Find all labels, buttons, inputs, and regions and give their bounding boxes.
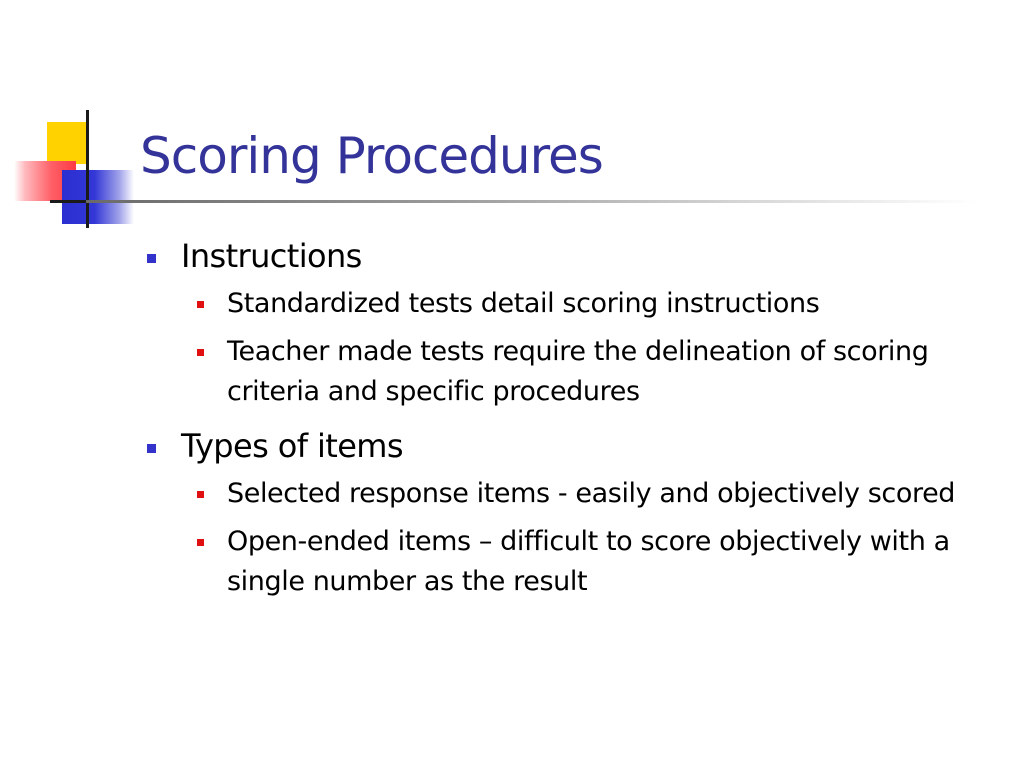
section-bullet-types-of-items <box>145 424 975 468</box>
red-square-bullet-icon <box>197 349 204 356</box>
decorative-blue-gradient-bar <box>62 170 134 224</box>
decorative-yellow-square <box>47 122 89 164</box>
blue-square-bullet-icon <box>147 254 156 263</box>
sub-bullet-text: Teacher made tests require the delineation of scoring criteria and specific procedures <box>227 336 929 407</box>
red-square-bullet-icon <box>197 301 204 308</box>
section-bullet-instructions <box>145 234 975 278</box>
sub-bullet-text: Open-ended items – difficult to score objectively with a single number as the result <box>227 526 950 597</box>
red-square-bullet-icon <box>197 539 204 546</box>
slide-title: Scoring Procedures <box>140 127 603 185</box>
sub-bullet <box>181 474 975 514</box>
blue-square-bullet-icon <box>147 444 156 453</box>
section-heading: Types of items <box>181 427 403 465</box>
sub-bullet-text: Selected response items - easily and objectively scored <box>227 478 956 509</box>
title-underline-rule <box>86 200 976 203</box>
sub-bullet <box>181 332 975 412</box>
red-square-bullet-icon <box>197 491 204 498</box>
sub-bullet <box>181 522 975 602</box>
section-heading: Instructions <box>181 237 362 275</box>
bullet-list <box>145 234 975 610</box>
decorative-vertical-line <box>86 110 89 228</box>
sub-bullet-text: Standardized tests detail scoring instructions <box>227 288 820 319</box>
sub-bullet <box>181 284 975 324</box>
